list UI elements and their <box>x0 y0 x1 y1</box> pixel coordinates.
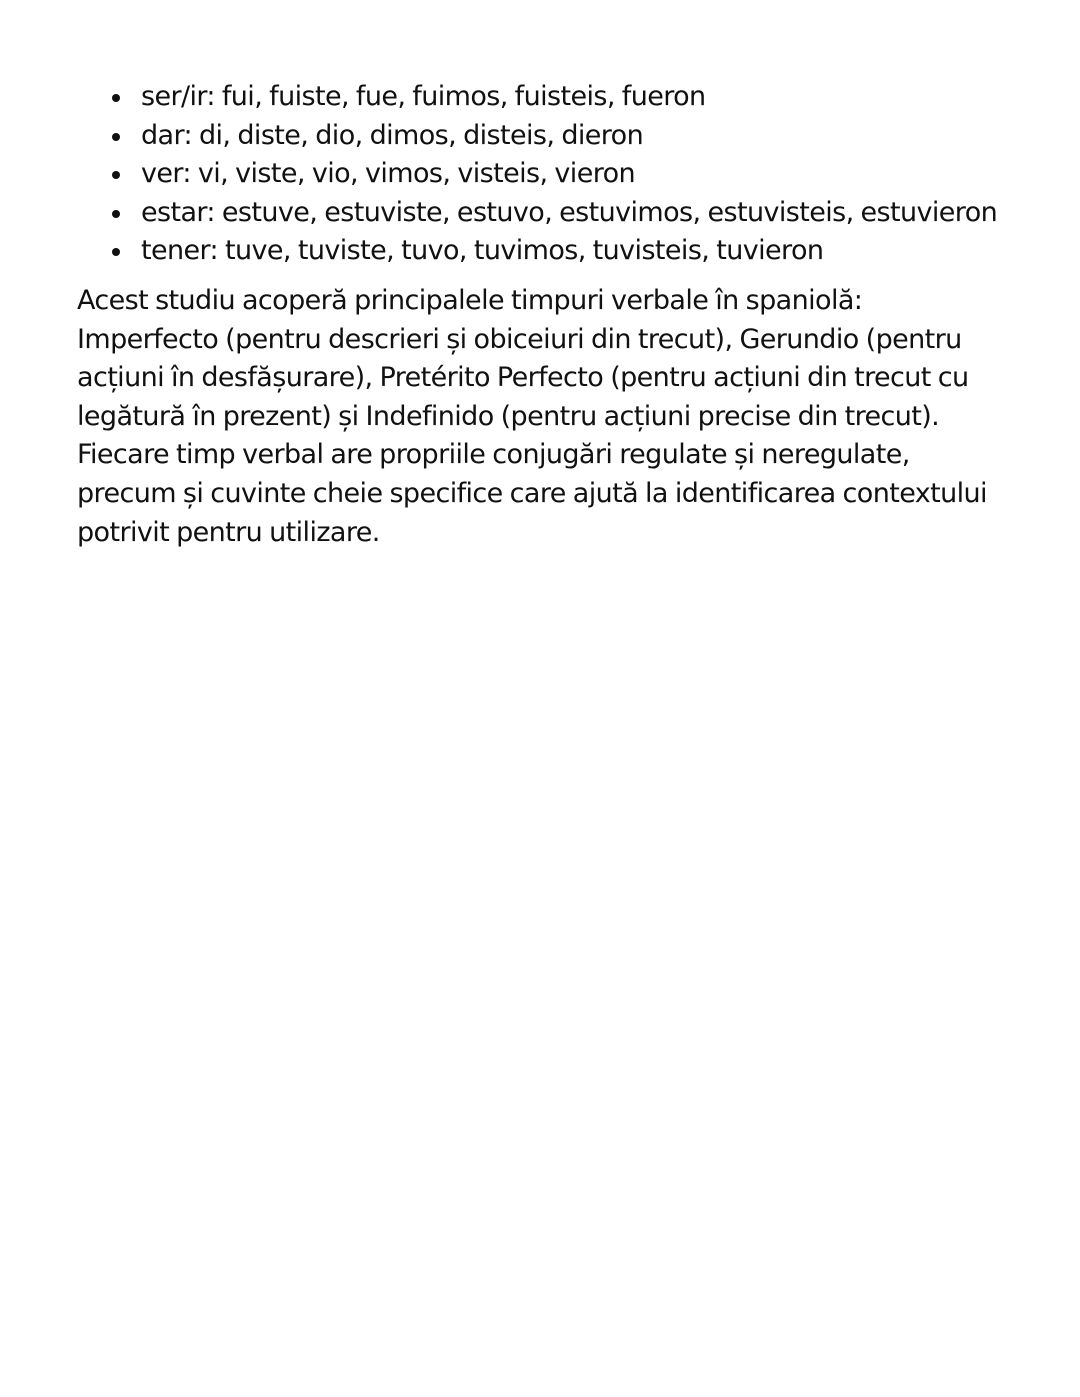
irregular-verbs-list <box>108 78 997 271</box>
summary-line: Fiecare timp verbal are propriile conjugări regulate și neregulate, <box>77 439 910 471</box>
summary-line: Imperfecto (pentru descrieri și obiceiuri din trecut), Gerundio (pentru <box>77 323 962 355</box>
bullet-icon <box>112 94 120 102</box>
summary-line: precum și cuvinte cheie specifice care ajută la identificarea contextului <box>77 477 987 509</box>
list-item-text: ver: vi, viste, vio, vimos, visteis, vieron <box>141 158 636 190</box>
list-item-text: tener: tuve, tuviste, tuvo, tuvimos, tuvisteis, tuvieron <box>141 235 824 267</box>
list-item-text: dar: di, diste, dio, dimos, disteis, dieron <box>141 119 644 151</box>
summary-line: potrivit pentru utilizare. <box>77 516 380 548</box>
summary-paragraph <box>77 282 1037 552</box>
summary-line: legătură în prezent) și Indefinido (pentru acțiuni precise din trecut). <box>77 400 940 432</box>
bullet-icon <box>112 133 120 141</box>
list-item <box>108 232 997 271</box>
list-item-text: estar: estuve, estuviste, estuvo, estuvimos, estuvisteis, estuvieron <box>141 196 998 228</box>
list-item <box>108 194 997 233</box>
summary-line: acțiuni în desfășurare), Pretérito Perfecto (pentru acțiuni din trecut cu <box>77 362 969 394</box>
bullet-icon <box>112 210 120 218</box>
summary-line: Acest studiu acoperă principalele timpuri verbale în spaniolă: <box>77 285 863 316</box>
list-item <box>108 117 997 156</box>
bullet-icon <box>112 248 120 256</box>
list-item <box>108 78 997 117</box>
list-item <box>108 155 997 194</box>
bullet-icon <box>112 171 120 179</box>
list-item-text: ser/ir: fui, fuiste, fue, fuimos, fuisteis, fueron <box>141 81 706 112</box>
